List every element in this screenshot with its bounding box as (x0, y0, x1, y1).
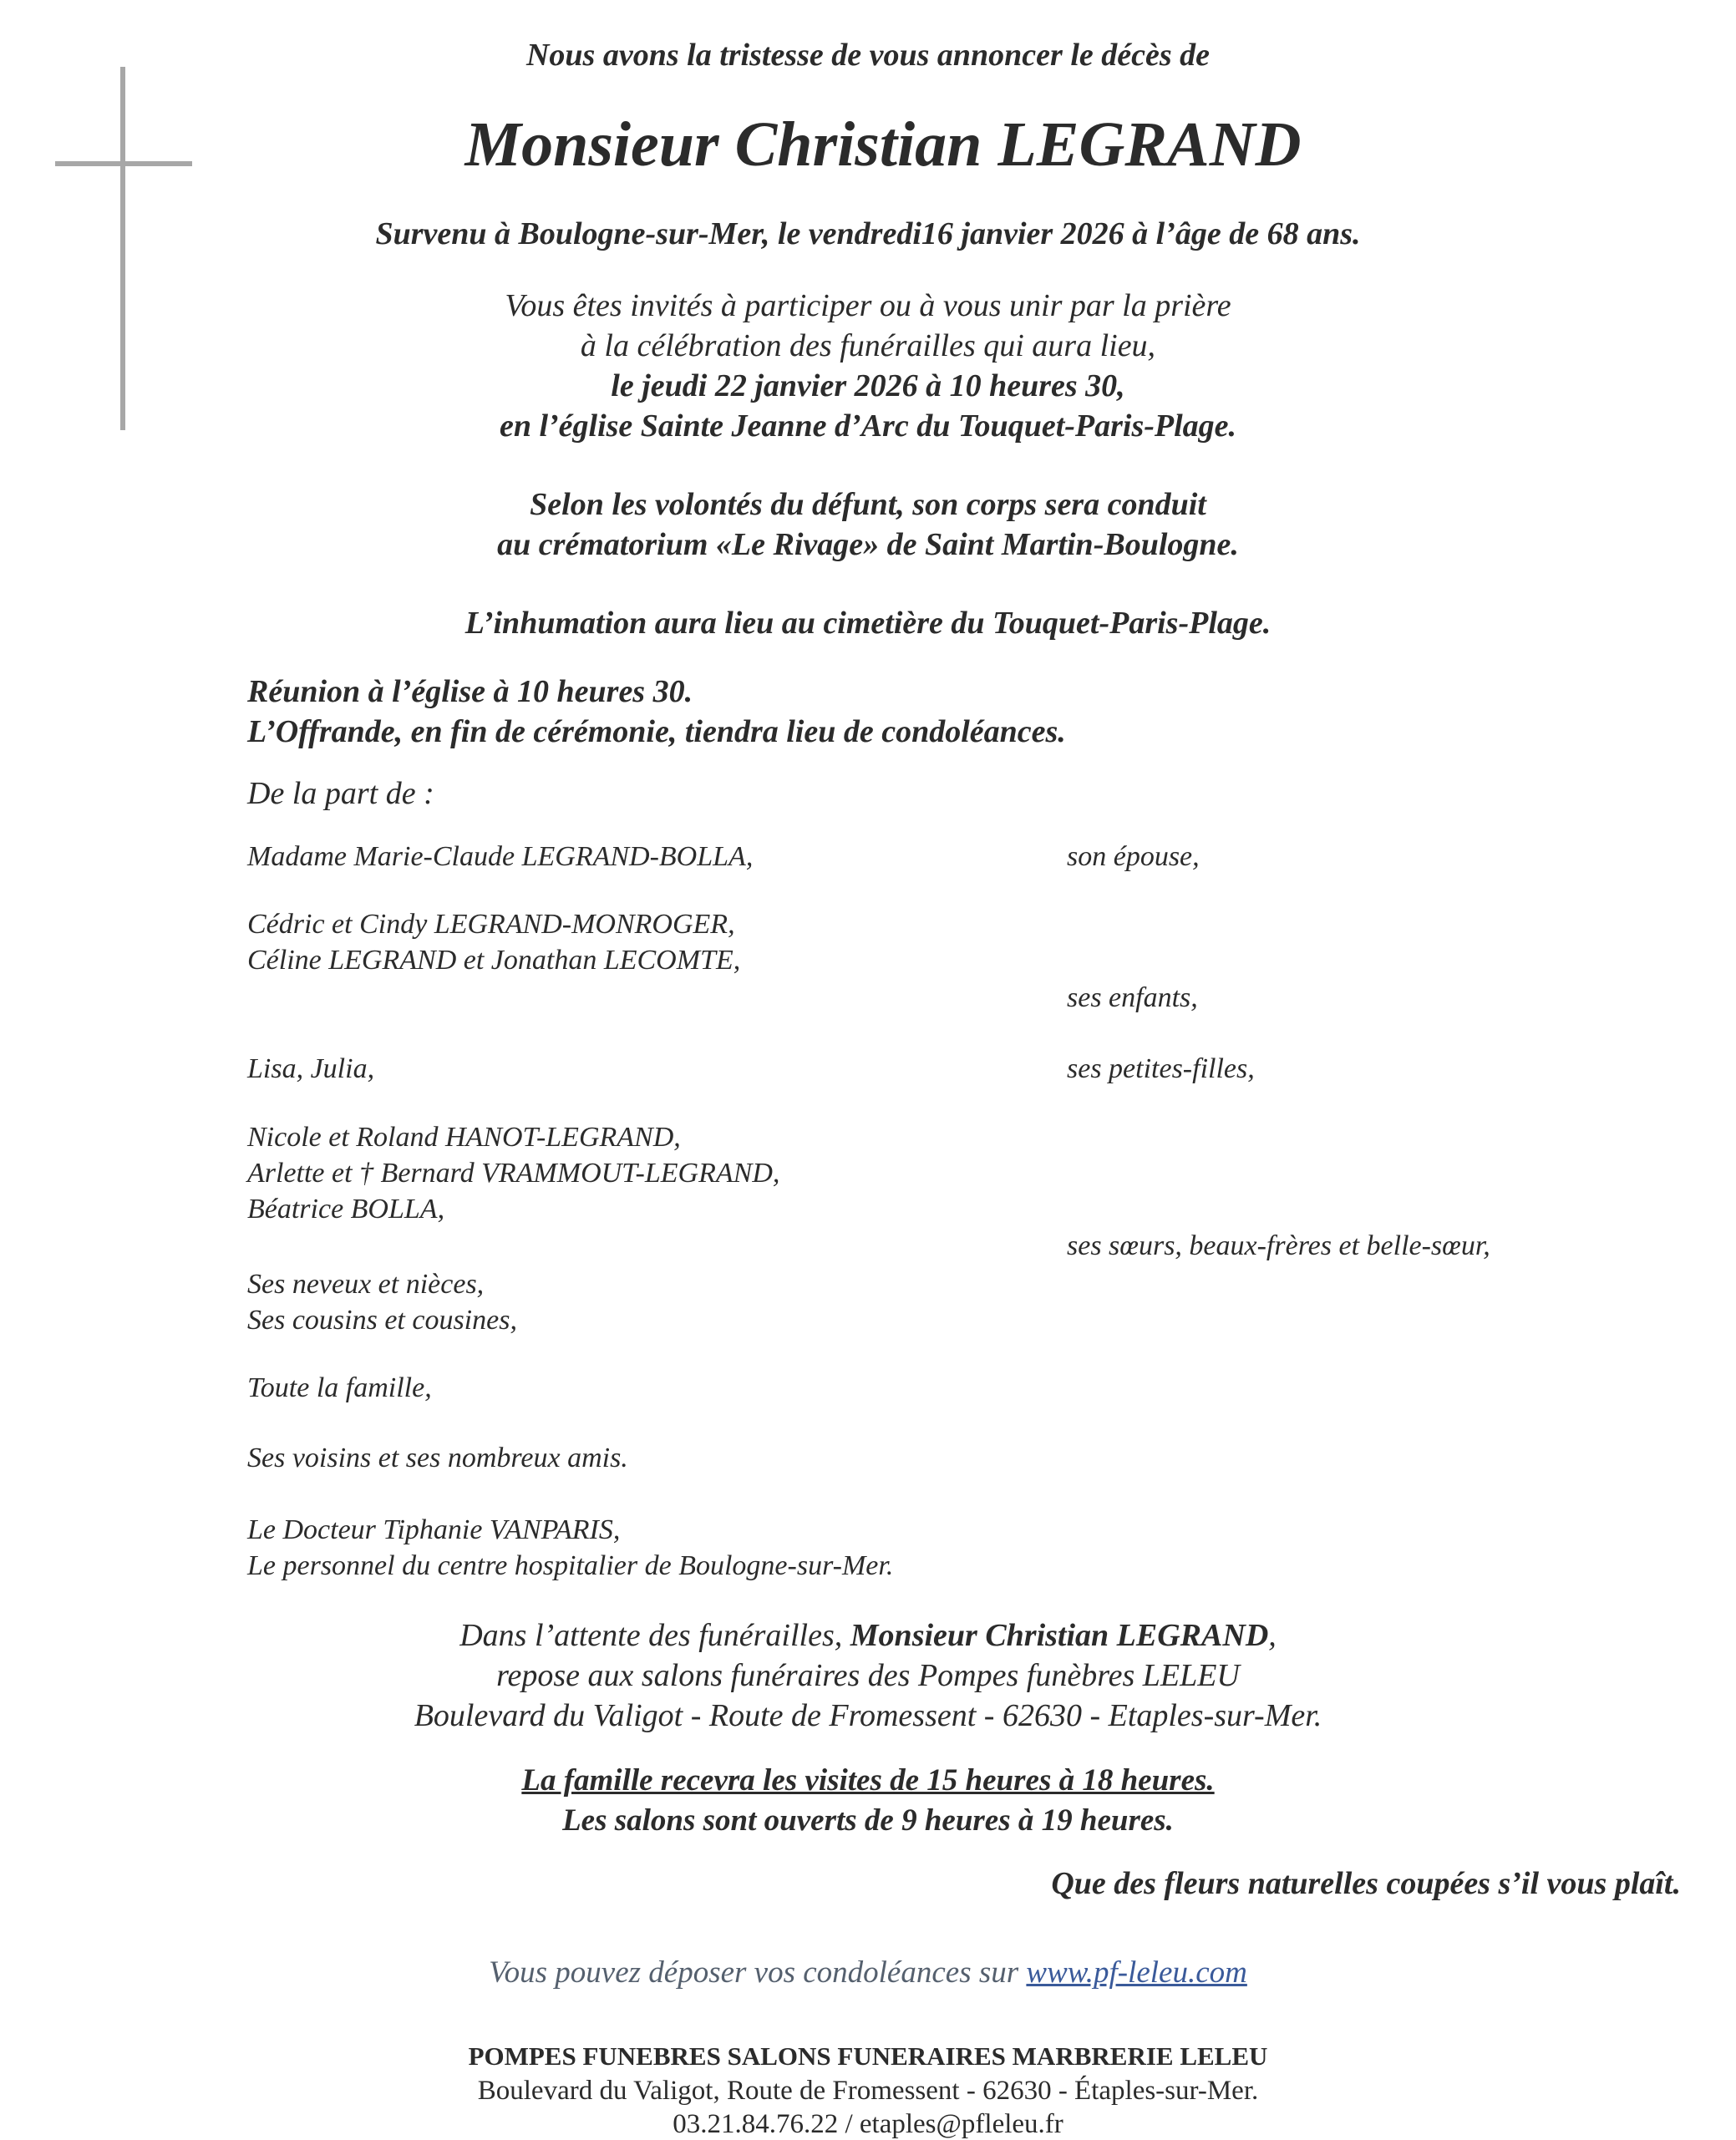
intro-text: Nous avons la tristesse de vous annoncer le décès de (525, 38, 1211, 73)
ceremony-place: en l’église Sainte Jeanne d’Arc du Touquet-Paris-Plage. (499, 408, 1237, 444)
condolences-text: Vous pouvez déposer vos condoléances sur www.pf-leleu.com (489, 1955, 1247, 1990)
cremation-line-2: au crématorium «Le Rivage» de Saint Martin-Boulogne. (497, 527, 1239, 562)
footer-address: Boulevard du Valigot, Route de Fromessent - 62630 - Étaples-sur-Mer. (477, 2076, 1259, 2106)
burial-text: L’inhumation aura lieu au cimetière du Touquet-Paris-Plage. (464, 606, 1272, 641)
rest-line-1: Dans l’attente des funérailles, Monsieur Christian LEGRAND, (459, 1618, 1277, 1653)
neighbours: Ses voisins et ses nombreux amis. (247, 1443, 628, 1473)
siblings-relation: ses sœurs, beaux-frères et belle-sœur, (1067, 1230, 1490, 1261)
rest-line-3: Boulevard du Valigot - Route de Fromessent - 62630 - Etaples-sur-Mer. (414, 1698, 1322, 1733)
deceased-name: Monsieur Christian LEGRAND (464, 109, 1302, 180)
visits-line-1: La famille recevra les visites de 15 heures à 18 heures. (521, 1763, 1215, 1798)
visits-line-2: Les salons sont ouverts de 9 heures à 19 heures. (562, 1803, 1174, 1838)
flowers-text: Que des fleurs naturelles coupées s’il vous plaît. (1051, 1866, 1681, 1901)
death-notice: Survenu à Boulogne-sur-Mer, le vendredi16 janvier 2026 à l’âge de 68 ans. (375, 216, 1361, 251)
spouse-relation: son épouse, (1067, 841, 1200, 872)
ceremony-date: le jeudi 22 janvier 2026 à 10 heures 30, (611, 368, 1125, 403)
children-relation: ses enfants, (1067, 982, 1198, 1013)
children-names (247, 906, 740, 978)
child-line: Céline LEGRAND et Jonathan LECOMTE, (247, 945, 741, 976)
sibling-line: Nicole et Roland HANOT-LEGRAND, (247, 1122, 681, 1153)
meeting-block (247, 672, 1066, 752)
footer-contact: 03.21.84.76.22 / etaples@pfleleu.fr (673, 2109, 1063, 2139)
ceremony-line-2: à la célébration des funérailles qui aura lieu, (580, 328, 1156, 363)
nephews-line: Ses neveux et nièces, (247, 1269, 485, 1300)
cremation-block (0, 484, 1736, 565)
rest-block (0, 1615, 1736, 1736)
sibling-line: Béatrice BOLLA, (247, 1194, 445, 1225)
visits-block (0, 1761, 1736, 1841)
sibling-line: Arlette et † Bernard VRAMMOUT-LEGRAND, (247, 1158, 780, 1189)
cremation-line-1: Selon les volontés du défunt, son corps sera conduit (530, 487, 1206, 522)
cousins-line: Ses cousins et cousines, (247, 1305, 517, 1336)
child-line: Cédric et Cindy LEGRAND-MONROGER, (247, 909, 735, 940)
family-intro: De la part de : (247, 776, 434, 811)
hospital-line: Le personnel du centre hospitalier de Boulogne-sur-Mer. (247, 1550, 894, 1581)
ceremony-line-1: Vous êtes invités à participer ou à vous unir par la prière (505, 288, 1231, 323)
rest-line-2: repose aux salons funéraires des Pompes funèbres LELEU (496, 1658, 1240, 1693)
nephews-block (247, 1266, 517, 1338)
spouse-name: Madame Marie-Claude LEGRAND-BOLLA, (247, 841, 754, 872)
ceremony-block (0, 286, 1736, 446)
grandchildren-relation: ses petites-filles, (1067, 1053, 1255, 1084)
meeting-line-1: Réunion à l’église à 10 heures 30. (247, 674, 693, 709)
siblings-names (247, 1119, 779, 1227)
medical-block (247, 1512, 893, 1584)
grandchildren-names: Lisa, Julia, (247, 1053, 375, 1084)
deceased-name-inline: Monsieur Christian LEGRAND (850, 1618, 1269, 1653)
footer-company: POMPES FUNEBRES SALONS FUNERAIRES MARBRERIE LELEU (468, 2041, 1268, 2071)
condolences-link[interactable]: www.pf-leleu.com (1026, 1955, 1247, 1990)
whole-family: Toute la famille, (247, 1372, 432, 1403)
meeting-line-2: L’Offrande, en fin de cérémonie, tiendra lieu de condoléances. (247, 714, 1066, 749)
doctor-line: Le Docteur Tiphanie VANPARIS, (247, 1514, 621, 1545)
